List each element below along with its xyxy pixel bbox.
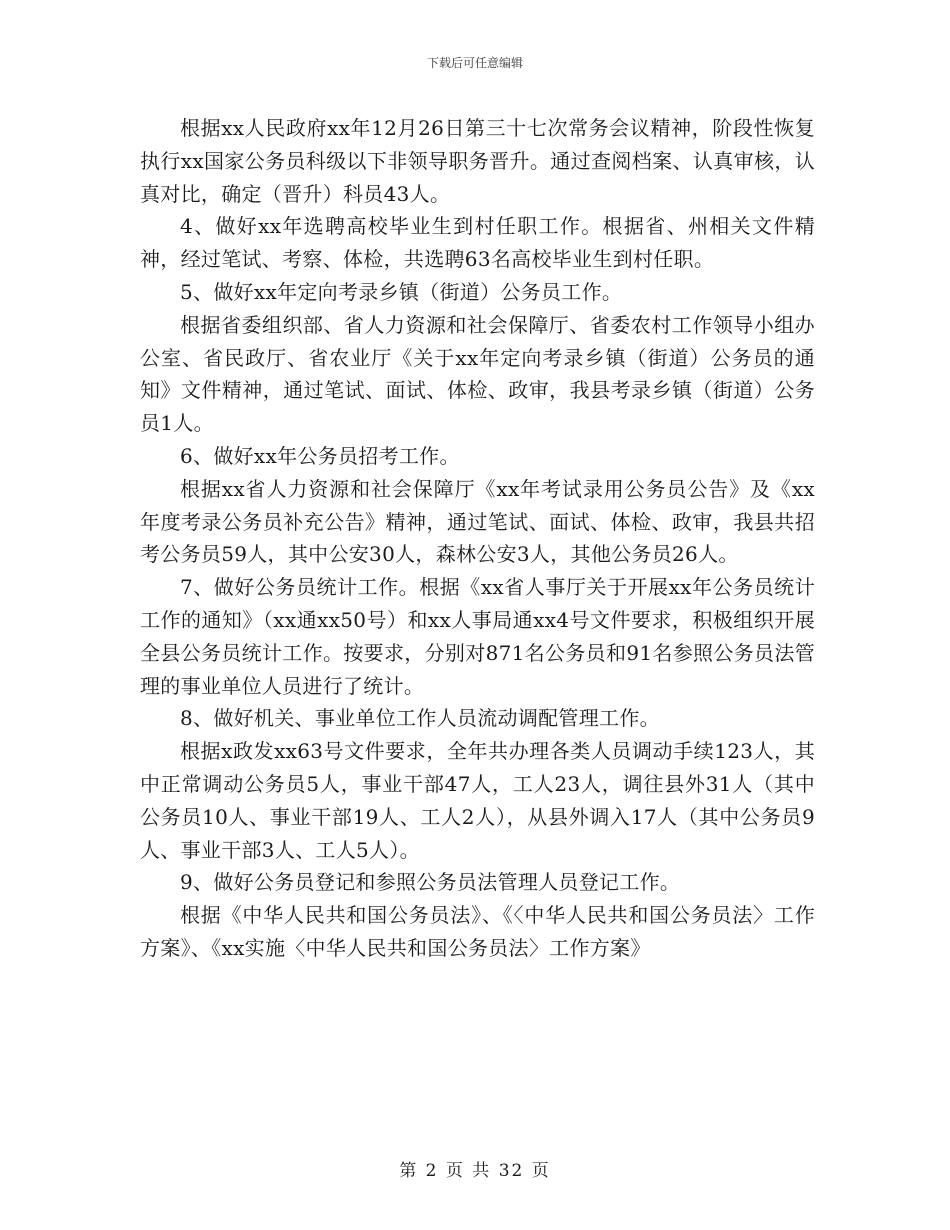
paragraph-item-6-body: 根据xx省人力资源和社会保障厅《xx年考试录用公务员公告》及《xx年度考录公务员补充公告》精神，通过笔试、面试、体检、政审，我县共招考公务员59人，其中公安30人，森林公安3人，其他公务员26人。 (140, 476, 815, 567)
paragraph-item-8-heading: 8、做好机关、事业单位工作人员流动调配管理工作。 (180, 706, 660, 731)
paragraph-item-5-body: 根据省委组织部、省人力资源和社会保障厅、省委农村工作领导小组办公室、省民政厅、省农业厅《关于xx年定向考录乡镇（街道）公务员的通知》文件精神，通过笔试、面试、体检、政审，我县考录乡镇（街道）公务员1人。 (140, 312, 815, 436)
paragraph-item-9-heading: 9、做好公务员登记和参照公务员法管理人员登记工作。 (180, 870, 681, 895)
paragraph-item-9-body: 根据《中华人民共和国公务员法》、《〈中华人民共和国公务员法〉工作方案》、《xx实施〈中华人民共和国公务员法〉工作方案》 (140, 903, 815, 960)
paragraph-item-7: 7、做好公务员统计工作。根据《xx省人事厅关于开展xx年公务员统计工作的通知》（xx通xx50号）和xx人事局通xx4号文件要求，积极组织开展全县公务员统计工作。按要求，分别对871名公务员和91名参照公务员法管理的事业单位人员进行了统计。 (140, 575, 815, 698)
page-number: 第 2 页 共 32 页 (399, 1161, 551, 1181)
document-body (140, 112, 815, 965)
paragraph-item-5-heading: 5、做好xx年定向考录乡镇（街道）公务员工作。 (180, 279, 623, 304)
paragraph-promotion: 根据xx人民政府xx年12月26日第三十七次常务会议精神，阶段性恢复执行xx国家公务员科级以下非领导职务晋升。通过查阅档案、认真审核，认真对比，确定（晋升）科员43人。 (140, 116, 815, 206)
paragraph-item-4: 4、做好xx年选聘高校毕业生到村任职工作。根据省、州相关文件精神，经过笔试、考察、体检，共选聘63名高校毕业生到村任职。 (140, 214, 815, 272)
page-header: 下载后可任意编辑 (426, 56, 523, 70)
paragraph-item-8-body: 根据x政发xx63号文件要求，全年共办理各类人员调动手续123人，其中正常调动公务员5人，事业干部47人，工人23人，调往县外31人（其中公务员10人、事业干部19人、工人2人），从县外调入17人（其中公务员9人、事业干部3人、工人5人）。 (140, 739, 815, 862)
paragraph-item-6-heading: 6、做好xx年公务员招考工作。 (180, 443, 460, 468)
